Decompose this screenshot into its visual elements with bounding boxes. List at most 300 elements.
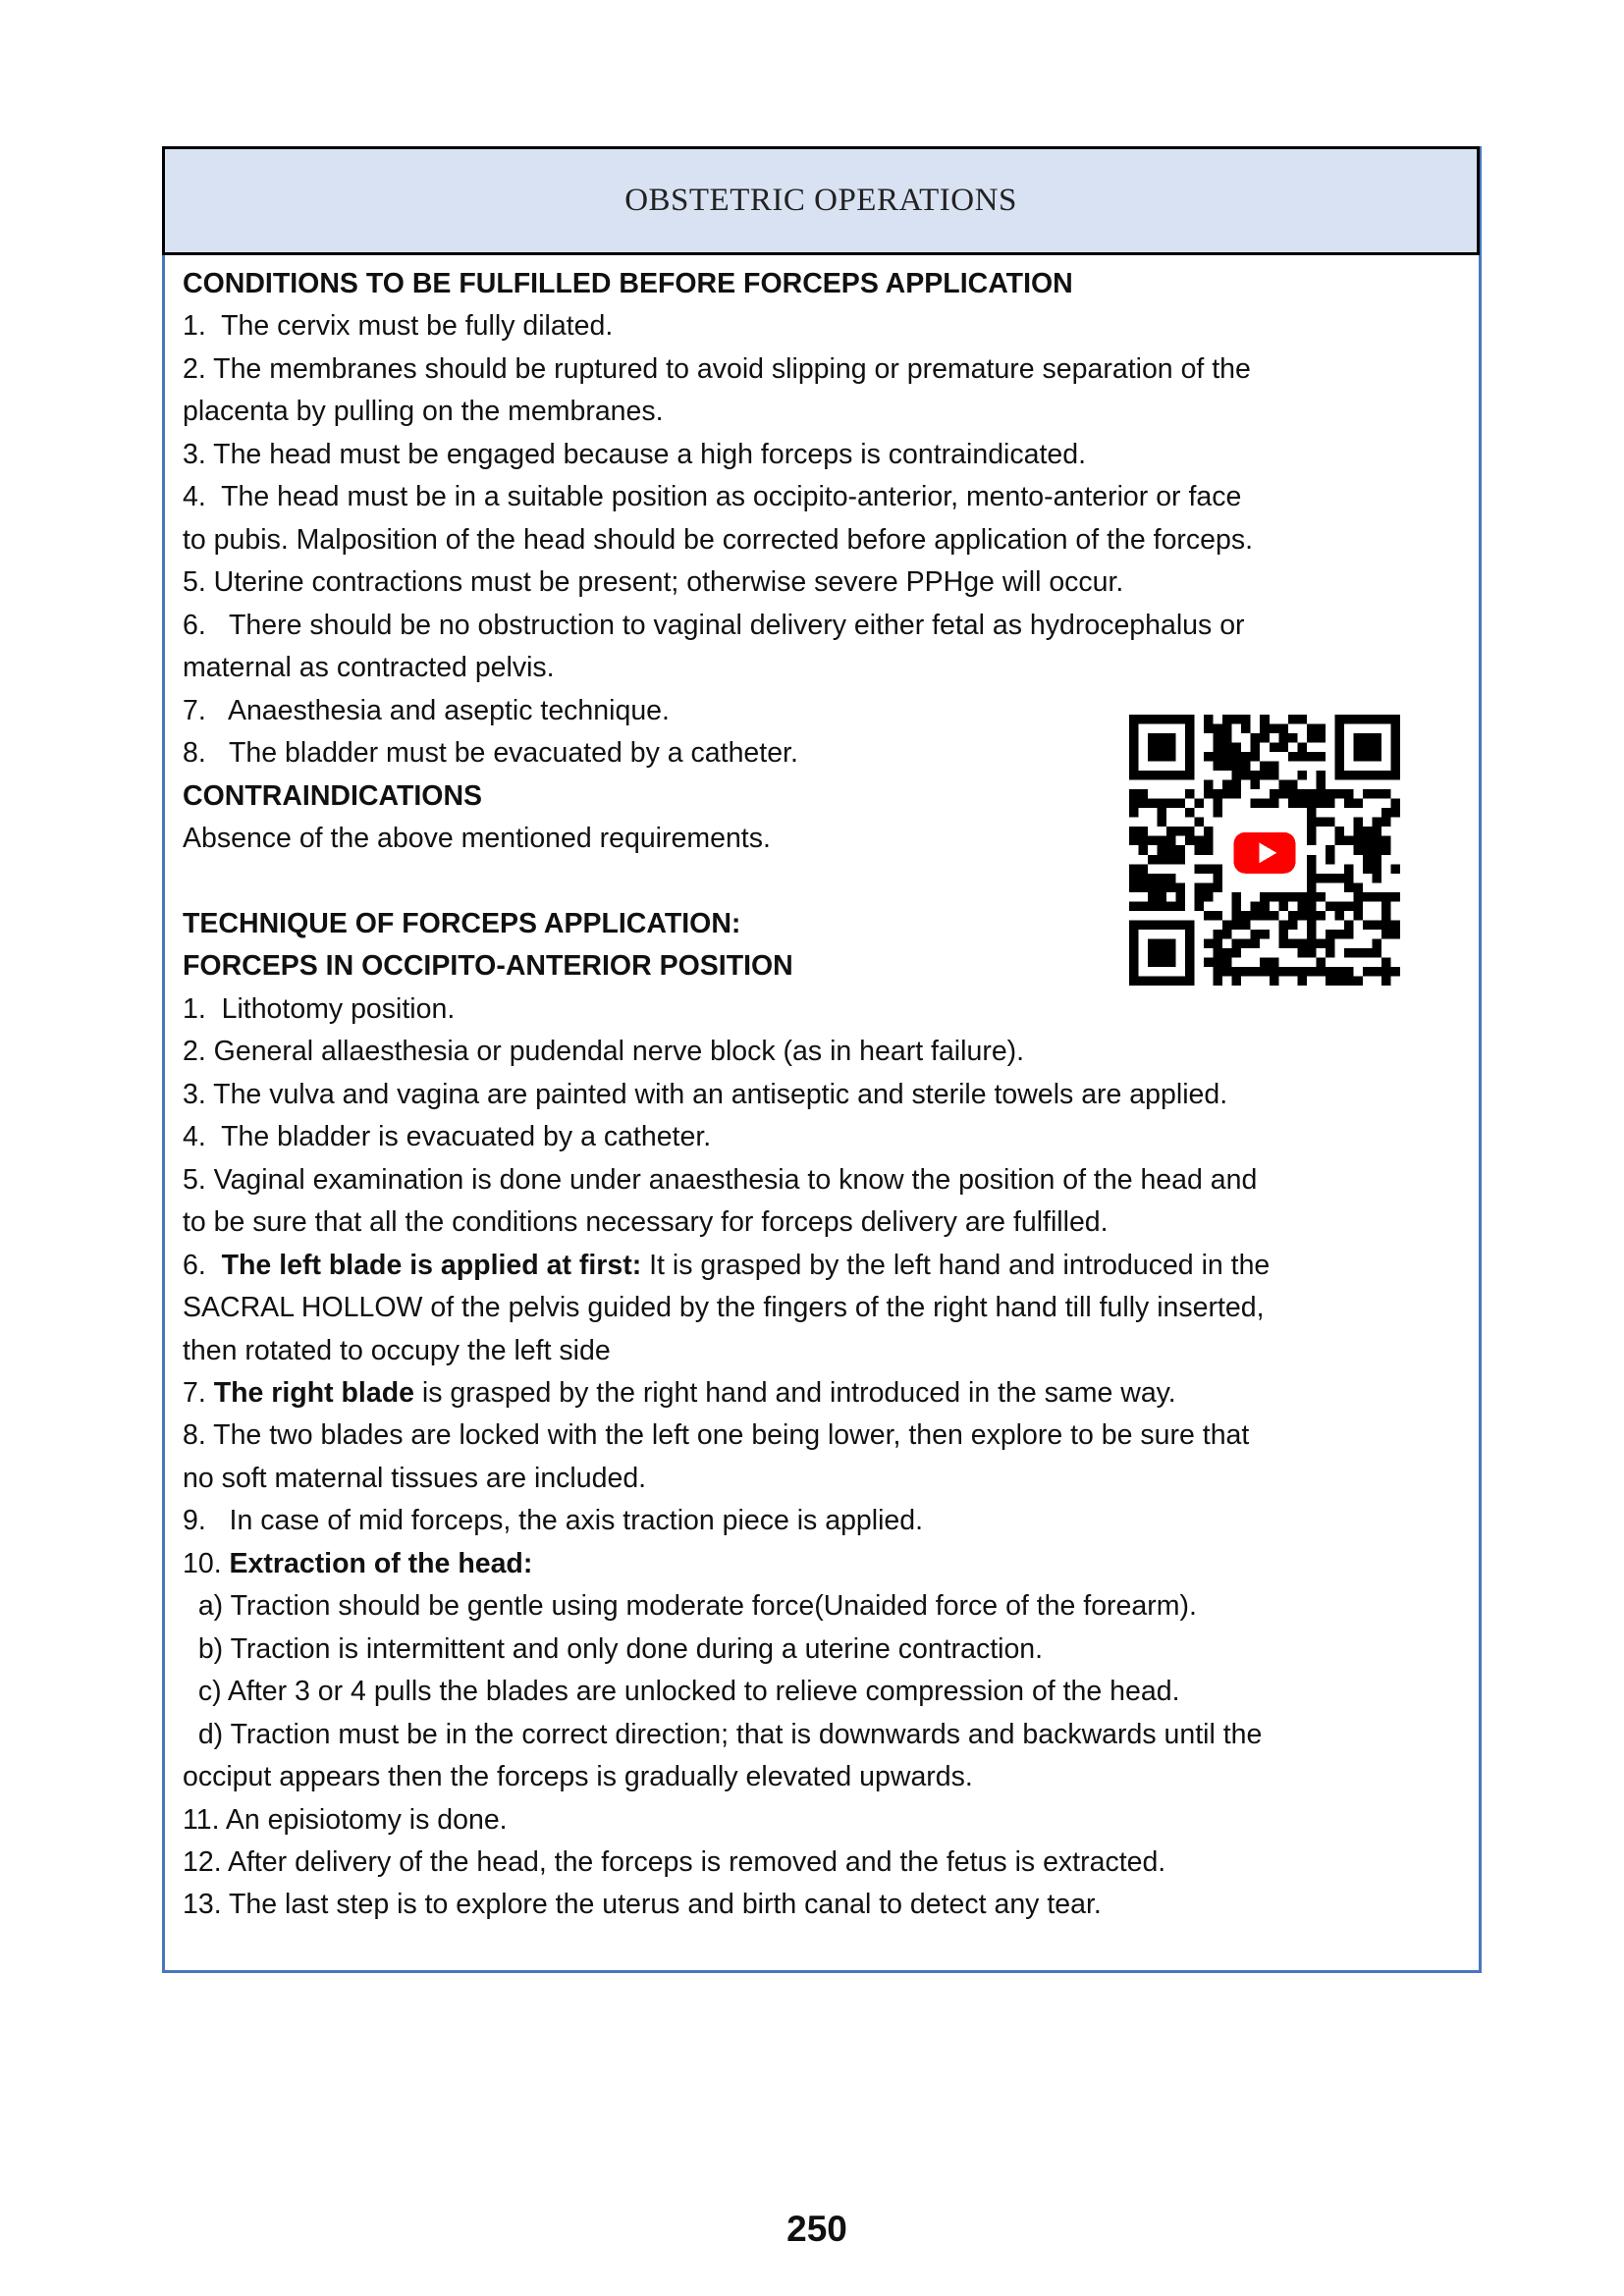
text-segment: b) Traction is intermittent and only done during a uterine contraction.: [183, 1632, 1044, 1665]
qr-module: [1222, 967, 1232, 977]
qr-module: [1278, 789, 1288, 799]
qr-module: [1232, 938, 1242, 948]
qr-module: [1251, 911, 1261, 921]
text-line: [183, 605, 1245, 648]
qr-module: [1222, 920, 1232, 930]
qr-module: [1307, 827, 1317, 836]
qr-module: [1390, 892, 1400, 902]
qr-module: [1214, 724, 1223, 734]
qr-module: [1232, 911, 1242, 921]
qr-module: [1214, 743, 1223, 753]
qr-module: [1372, 948, 1381, 958]
qr-module: [1222, 724, 1232, 734]
qr-module: [1363, 855, 1373, 865]
qr-module: [1260, 930, 1270, 939]
text-segment: SACRAL HOLLOW of the pelvis guided by the fingers of the right hand till fully inserted,: [183, 1292, 1265, 1324]
qr-module: [1353, 799, 1363, 809]
qr-finder: [1148, 938, 1176, 967]
qr-module: [1372, 892, 1381, 902]
text-line: [183, 945, 793, 988]
text-line: [183, 1201, 1109, 1245]
text-segment: to be sure that all the conditions necessary for forceps delivery are fulfilled.: [183, 1206, 1109, 1239]
text-segment: Absence of the above mentioned requirements.: [183, 822, 771, 854]
qr-module: [1214, 957, 1223, 967]
qr-module: [1222, 743, 1232, 753]
text-line: [183, 1415, 1249, 1458]
qr-module: [1214, 882, 1223, 892]
qr-module: [1372, 864, 1381, 874]
qr-module: [1195, 836, 1205, 846]
qr-module: [1372, 967, 1381, 977]
qr-module: [1344, 882, 1354, 892]
qr-module: [1270, 799, 1279, 809]
qr-module: [1326, 967, 1335, 977]
qr-module: [1129, 874, 1139, 883]
text-segment: placenta by pulling on the membranes.: [183, 396, 664, 428]
qr-module: [1381, 892, 1391, 902]
qr-module: [1270, 967, 1279, 977]
qr-module: [1278, 938, 1288, 948]
bold-text: The left blade is applied at first:: [221, 1249, 642, 1281]
qr-module: [1214, 752, 1223, 762]
qr-module: [1158, 799, 1167, 809]
qr-module: [1307, 855, 1317, 865]
qr-module: [1297, 938, 1307, 948]
qr-module: [1222, 752, 1232, 762]
qr-module: [1214, 976, 1223, 986]
qr-module: [1381, 957, 1391, 967]
qr-module: [1288, 967, 1298, 977]
qr-module: [1204, 715, 1214, 724]
qr-module: [1307, 789, 1317, 799]
qr-module: [1241, 967, 1251, 977]
qr-module: [1278, 780, 1288, 790]
qr-module: [1326, 799, 1335, 809]
qr-module: [1381, 930, 1391, 939]
qr-module: [1372, 938, 1381, 948]
qr-module: [1260, 733, 1270, 743]
qr-module: [1270, 789, 1279, 799]
qr-module: [1278, 892, 1288, 902]
qr-module: [1166, 882, 1176, 892]
qr-module: [1353, 892, 1363, 902]
text-segment: a) Traction should be gentle using moderate force(Unaided force of the forearm).: [183, 1590, 1197, 1623]
qr-module: [1148, 901, 1158, 911]
text-segment: 8. The two blades are locked with the left one being lower, then explore to be sure that: [183, 1419, 1250, 1452]
qr-module: [1232, 901, 1242, 911]
qr-module: [1326, 930, 1335, 939]
qr-module: [1344, 967, 1354, 977]
text-segment: 1. The cervix must be fully dilated.: [183, 310, 614, 343]
text-line: [183, 1287, 1265, 1330]
qr-module: [1297, 715, 1307, 724]
qr-module: [1307, 752, 1317, 762]
qr-module: [1278, 967, 1288, 977]
qr-module: [1270, 762, 1279, 772]
qr-module: [1166, 845, 1176, 855]
qr-module: [1344, 901, 1354, 911]
qr-module: [1344, 874, 1354, 883]
qr-module: [1232, 780, 1242, 790]
qr-module: [1307, 808, 1317, 818]
qr-module: [1214, 799, 1223, 809]
qr-module: [1326, 855, 1335, 865]
qr-module: [1222, 948, 1232, 958]
qr-module: [1158, 892, 1167, 902]
qr-module: [1260, 901, 1270, 911]
qr-module: [1158, 874, 1167, 883]
qr-module: [1390, 920, 1400, 930]
qr-module: [1363, 864, 1373, 874]
qr-module: [1390, 930, 1400, 939]
text-line: [183, 1074, 1227, 1117]
text-line: [183, 775, 482, 819]
qr-module: [1232, 892, 1242, 902]
qr-module: [1176, 827, 1186, 836]
text-line: [183, 1799, 508, 1842]
qr-module: [1344, 799, 1354, 809]
qr-module: [1278, 743, 1288, 753]
qr-module: [1278, 920, 1288, 930]
qr-module: [1222, 780, 1232, 790]
qr-module: [1372, 855, 1381, 865]
qr-module: [1297, 911, 1307, 921]
qr-module: [1195, 864, 1205, 874]
text-line: [183, 690, 670, 733]
qr-module: [1176, 799, 1186, 809]
qr-module: [1241, 920, 1251, 930]
text-segment: 2. General allaesthesia or pudendal nerve block (as in heart failure).: [183, 1036, 1025, 1068]
qr-module: [1260, 911, 1270, 921]
qr-module: [1353, 911, 1363, 921]
qr-module: [1307, 864, 1317, 874]
qr-module: [1270, 724, 1279, 734]
qr-module: [1334, 901, 1344, 911]
qr-module: [1270, 743, 1279, 753]
text-segment: 12. After delivery of the head, the forceps is removed and the fetus is extracted.: [183, 1846, 1166, 1879]
qr-module: [1222, 930, 1232, 939]
qr-module: [1344, 864, 1354, 874]
qr-module: [1129, 799, 1139, 809]
qr-module: [1363, 967, 1373, 977]
chapter-title: OBSTETRIC OPERATIONS: [624, 183, 1017, 218]
qr-module: [1297, 967, 1307, 977]
qr-module: [1326, 938, 1335, 948]
qr-module: [1353, 901, 1363, 911]
qr-module: [1316, 892, 1326, 902]
text-segment: no soft maternal tissues are included.: [183, 1462, 647, 1494]
qr-module: [1297, 743, 1307, 753]
qr-module: [1214, 911, 1223, 921]
qr-module: [1316, 733, 1326, 743]
bold-text: Extraction of the head:: [229, 1547, 533, 1579]
qr-module: [1241, 938, 1251, 948]
qr-module: [1195, 845, 1205, 855]
qr-module: [1232, 715, 1242, 724]
qr-module: [1334, 789, 1344, 799]
qr-module: [1372, 818, 1381, 828]
text-segment: maternal as contracted pelvis.: [183, 652, 555, 684]
qr-module: [1316, 957, 1326, 967]
qr-module: [1278, 733, 1288, 743]
qr-module: [1307, 930, 1317, 939]
qr-module: [1214, 938, 1223, 948]
qr-module: [1381, 920, 1391, 930]
qr-module: [1326, 789, 1335, 799]
qr-module: [1288, 920, 1298, 930]
qr-module: [1232, 948, 1242, 958]
qr-module: [1260, 892, 1270, 902]
qr-module: [1307, 901, 1317, 911]
qr-module: [1307, 874, 1317, 883]
text-segment: 7.: [183, 1376, 214, 1409]
qr-module: [1204, 845, 1214, 855]
text-line: [183, 1500, 923, 1543]
qr-module: [1148, 799, 1158, 809]
qr-module: [1297, 892, 1307, 902]
qr-module: [1222, 733, 1232, 743]
qr-module: [1148, 855, 1158, 865]
qr-module: [1139, 882, 1149, 892]
qr-module: [1195, 892, 1205, 902]
qr-module: [1251, 743, 1261, 753]
qr-module: [1372, 836, 1381, 846]
text-segment: 4. The bladder is evacuated by a catheter.: [183, 1121, 712, 1153]
qr-module: [1297, 789, 1307, 799]
qr-module: [1334, 930, 1344, 939]
qr-module: [1316, 874, 1326, 883]
qr-module: [1166, 855, 1176, 865]
qr-module: [1129, 789, 1139, 799]
qr-module: [1222, 715, 1232, 724]
qr-module: [1326, 818, 1335, 828]
qr-module: [1278, 930, 1288, 939]
qr-module: [1363, 836, 1373, 846]
qr-module: [1158, 818, 1167, 828]
qr-module: [1288, 780, 1298, 790]
qr-module: [1307, 733, 1317, 743]
qr-module: [1214, 930, 1223, 939]
qr-module: [1316, 818, 1326, 828]
qr-module: [1344, 920, 1354, 930]
qr-module: [1316, 752, 1326, 762]
text-segment: 6.: [183, 1249, 222, 1281]
text-segment: c) After 3 or 4 pulls the blades are unlocked to relieve compression of the head.: [183, 1676, 1180, 1708]
qr-module: [1185, 808, 1195, 818]
text-segment: 3. The vulva and vagina are painted with an antiseptic and sterile towels are applied.: [183, 1078, 1228, 1110]
text-segment: 5. Uterine contractions must be present; otherwise severe PPHge will occur.: [183, 566, 1124, 599]
qr-module: [1158, 901, 1167, 911]
qr-module: [1372, 920, 1381, 930]
qr-module: [1139, 836, 1149, 846]
qr-module: [1307, 818, 1317, 828]
qr-module: [1307, 799, 1317, 809]
text-line: [183, 647, 555, 690]
bold-text: CONTRAINDICATIONS: [183, 779, 483, 812]
qr-module: [1334, 836, 1344, 846]
qr-module: [1278, 724, 1288, 734]
qr-module: [1381, 845, 1391, 855]
text-line: [183, 519, 1253, 562]
qr-module: [1204, 724, 1214, 734]
qr-module: [1288, 892, 1298, 902]
qr-module: [1344, 836, 1354, 846]
qr-module: [1158, 836, 1167, 846]
qr-module: [1390, 808, 1400, 818]
text-line: [183, 1159, 1257, 1202]
qr-module: [1204, 836, 1214, 846]
qr-module: [1353, 845, 1363, 855]
qr-module: [1241, 715, 1251, 724]
qr-module: [1166, 827, 1176, 836]
qr-module: [1260, 724, 1270, 734]
text-line: [183, 476, 1241, 519]
text-segment: 6. There should be no obstruction to vaginal delivery either fetal as hydrocephalus or: [183, 609, 1245, 641]
text-line: [183, 1116, 711, 1159]
qr-module: [1372, 874, 1381, 883]
qr-module: [1214, 874, 1223, 883]
qr-module: [1241, 724, 1251, 734]
qr-module: [1260, 715, 1270, 724]
qr-module: [1316, 780, 1326, 790]
qr-module: [1353, 948, 1363, 958]
qr-module: [1166, 874, 1176, 883]
qr-module: [1176, 901, 1186, 911]
text-segment: 8. The bladder must be evacuated by a catheter.: [183, 737, 798, 770]
qr-module: [1251, 733, 1261, 743]
qr-module: [1307, 882, 1317, 892]
qr-module: [1222, 762, 1232, 772]
qr-module: [1204, 938, 1214, 948]
qr-module: [1129, 827, 1139, 836]
qr-module: [1363, 827, 1373, 836]
qr-module: [1381, 818, 1391, 828]
qr-module: [1334, 967, 1344, 977]
qr-module: [1139, 845, 1149, 855]
qr-module: [1381, 789, 1391, 799]
text-line: [183, 1245, 1270, 1288]
qr-module: [1316, 724, 1326, 734]
qr-module: [1270, 771, 1279, 780]
text-segment: to pubis. Malposition of the head should be corrected before application of the forceps.: [183, 523, 1254, 556]
text-line: [183, 818, 771, 861]
qr-module: [1158, 808, 1167, 818]
qr-module: [1260, 967, 1270, 977]
qr-module: [1204, 892, 1214, 902]
qr-module: [1297, 948, 1307, 958]
qr-module: [1381, 976, 1391, 986]
text-line: [183, 1756, 973, 1799]
qr-module: [1307, 920, 1317, 930]
text-segment: 1. Lithotomy position.: [183, 992, 456, 1025]
qr-module: [1363, 920, 1373, 930]
qr-module: [1129, 901, 1139, 911]
qr-module: [1316, 911, 1326, 921]
qr-module: [1176, 892, 1186, 902]
text-segment: is grasped by the right hand and introduced in the same way.: [413, 1376, 1176, 1409]
qr-module: [1307, 938, 1317, 948]
qr-module: [1251, 799, 1261, 809]
qr-module: [1158, 882, 1167, 892]
qr-module: [1344, 930, 1354, 939]
qr-module: [1288, 938, 1298, 948]
text-line: [183, 348, 1251, 392]
qr-module: [1148, 892, 1158, 902]
qr-module: [1390, 799, 1400, 809]
bold-text: CONDITIONS TO BE FULFILLED BEFORE FORCEPS APPLICATION: [183, 268, 1073, 299]
text-line: [183, 1884, 1102, 1927]
qr-module: [1176, 855, 1186, 865]
qr-module: [1251, 901, 1261, 911]
qr-module: [1297, 799, 1307, 809]
text-segment: It is grasped by the left hand and introduced in the: [641, 1249, 1271, 1281]
qr-module: [1139, 799, 1149, 809]
qr-module: [1241, 911, 1251, 921]
qr-module: [1353, 827, 1363, 836]
qr-module: [1381, 911, 1391, 921]
qr-module: [1316, 799, 1326, 809]
qr-module: [1297, 752, 1307, 762]
text-line: [183, 1543, 532, 1586]
text-line: [183, 1031, 1024, 1074]
text-line: [183, 391, 664, 434]
qr-module: [1307, 967, 1317, 977]
qr-module: [1139, 827, 1149, 836]
text-segment: then rotated to occupy the left side: [183, 1334, 611, 1366]
qr-module: [1204, 752, 1214, 762]
text-segment: d) Traction must be in the correct direction; that is downwards and backwards until the: [183, 1718, 1263, 1750]
qr-module: [1214, 789, 1223, 799]
qr-module: [1326, 845, 1335, 855]
qr-module: [1241, 771, 1251, 780]
qr-module: [1158, 845, 1167, 855]
qr-module: [1288, 715, 1298, 724]
qr-module: [1288, 752, 1298, 762]
qr-module: [1232, 743, 1242, 753]
qr-module: [1251, 967, 1261, 977]
qr-module: [1260, 762, 1270, 772]
qr-module: [1176, 882, 1186, 892]
qr-module: [1241, 752, 1251, 762]
qr-module: [1214, 967, 1223, 977]
qr-code[interactable]: [1129, 715, 1400, 986]
qr-module: [1148, 882, 1158, 892]
text-segment: 3. The head must be engaged because a high forceps is contraindicated.: [183, 438, 1087, 470]
qr-module: [1363, 948, 1373, 958]
qr-module: [1251, 930, 1261, 939]
qr-module: [1232, 920, 1242, 930]
qr-module: [1334, 976, 1344, 986]
text-segment: 5. Vaginal examination is done under anaesthesia to know the position of the head and: [183, 1163, 1258, 1196]
qr-module: [1251, 780, 1261, 790]
qr-module: [1260, 771, 1270, 780]
qr-module: [1185, 836, 1195, 846]
text-line: [183, 561, 1123, 605]
text-line: [183, 1714, 1262, 1757]
qr-module: [1214, 864, 1223, 874]
bold-text: FORCEPS IN OCCIPITO-ANTERIOR POSITION: [183, 950, 793, 983]
qr-module: [1278, 901, 1288, 911]
qr-module: [1204, 780, 1214, 790]
qr-module: [1185, 789, 1195, 799]
qr-module: [1158, 855, 1167, 865]
qr-module: [1195, 901, 1205, 911]
qr-module: [1139, 864, 1149, 874]
text-line: [183, 1842, 1165, 1885]
qr-module: [1214, 808, 1223, 818]
qr-module: [1139, 901, 1149, 911]
qr-module: [1139, 874, 1149, 883]
